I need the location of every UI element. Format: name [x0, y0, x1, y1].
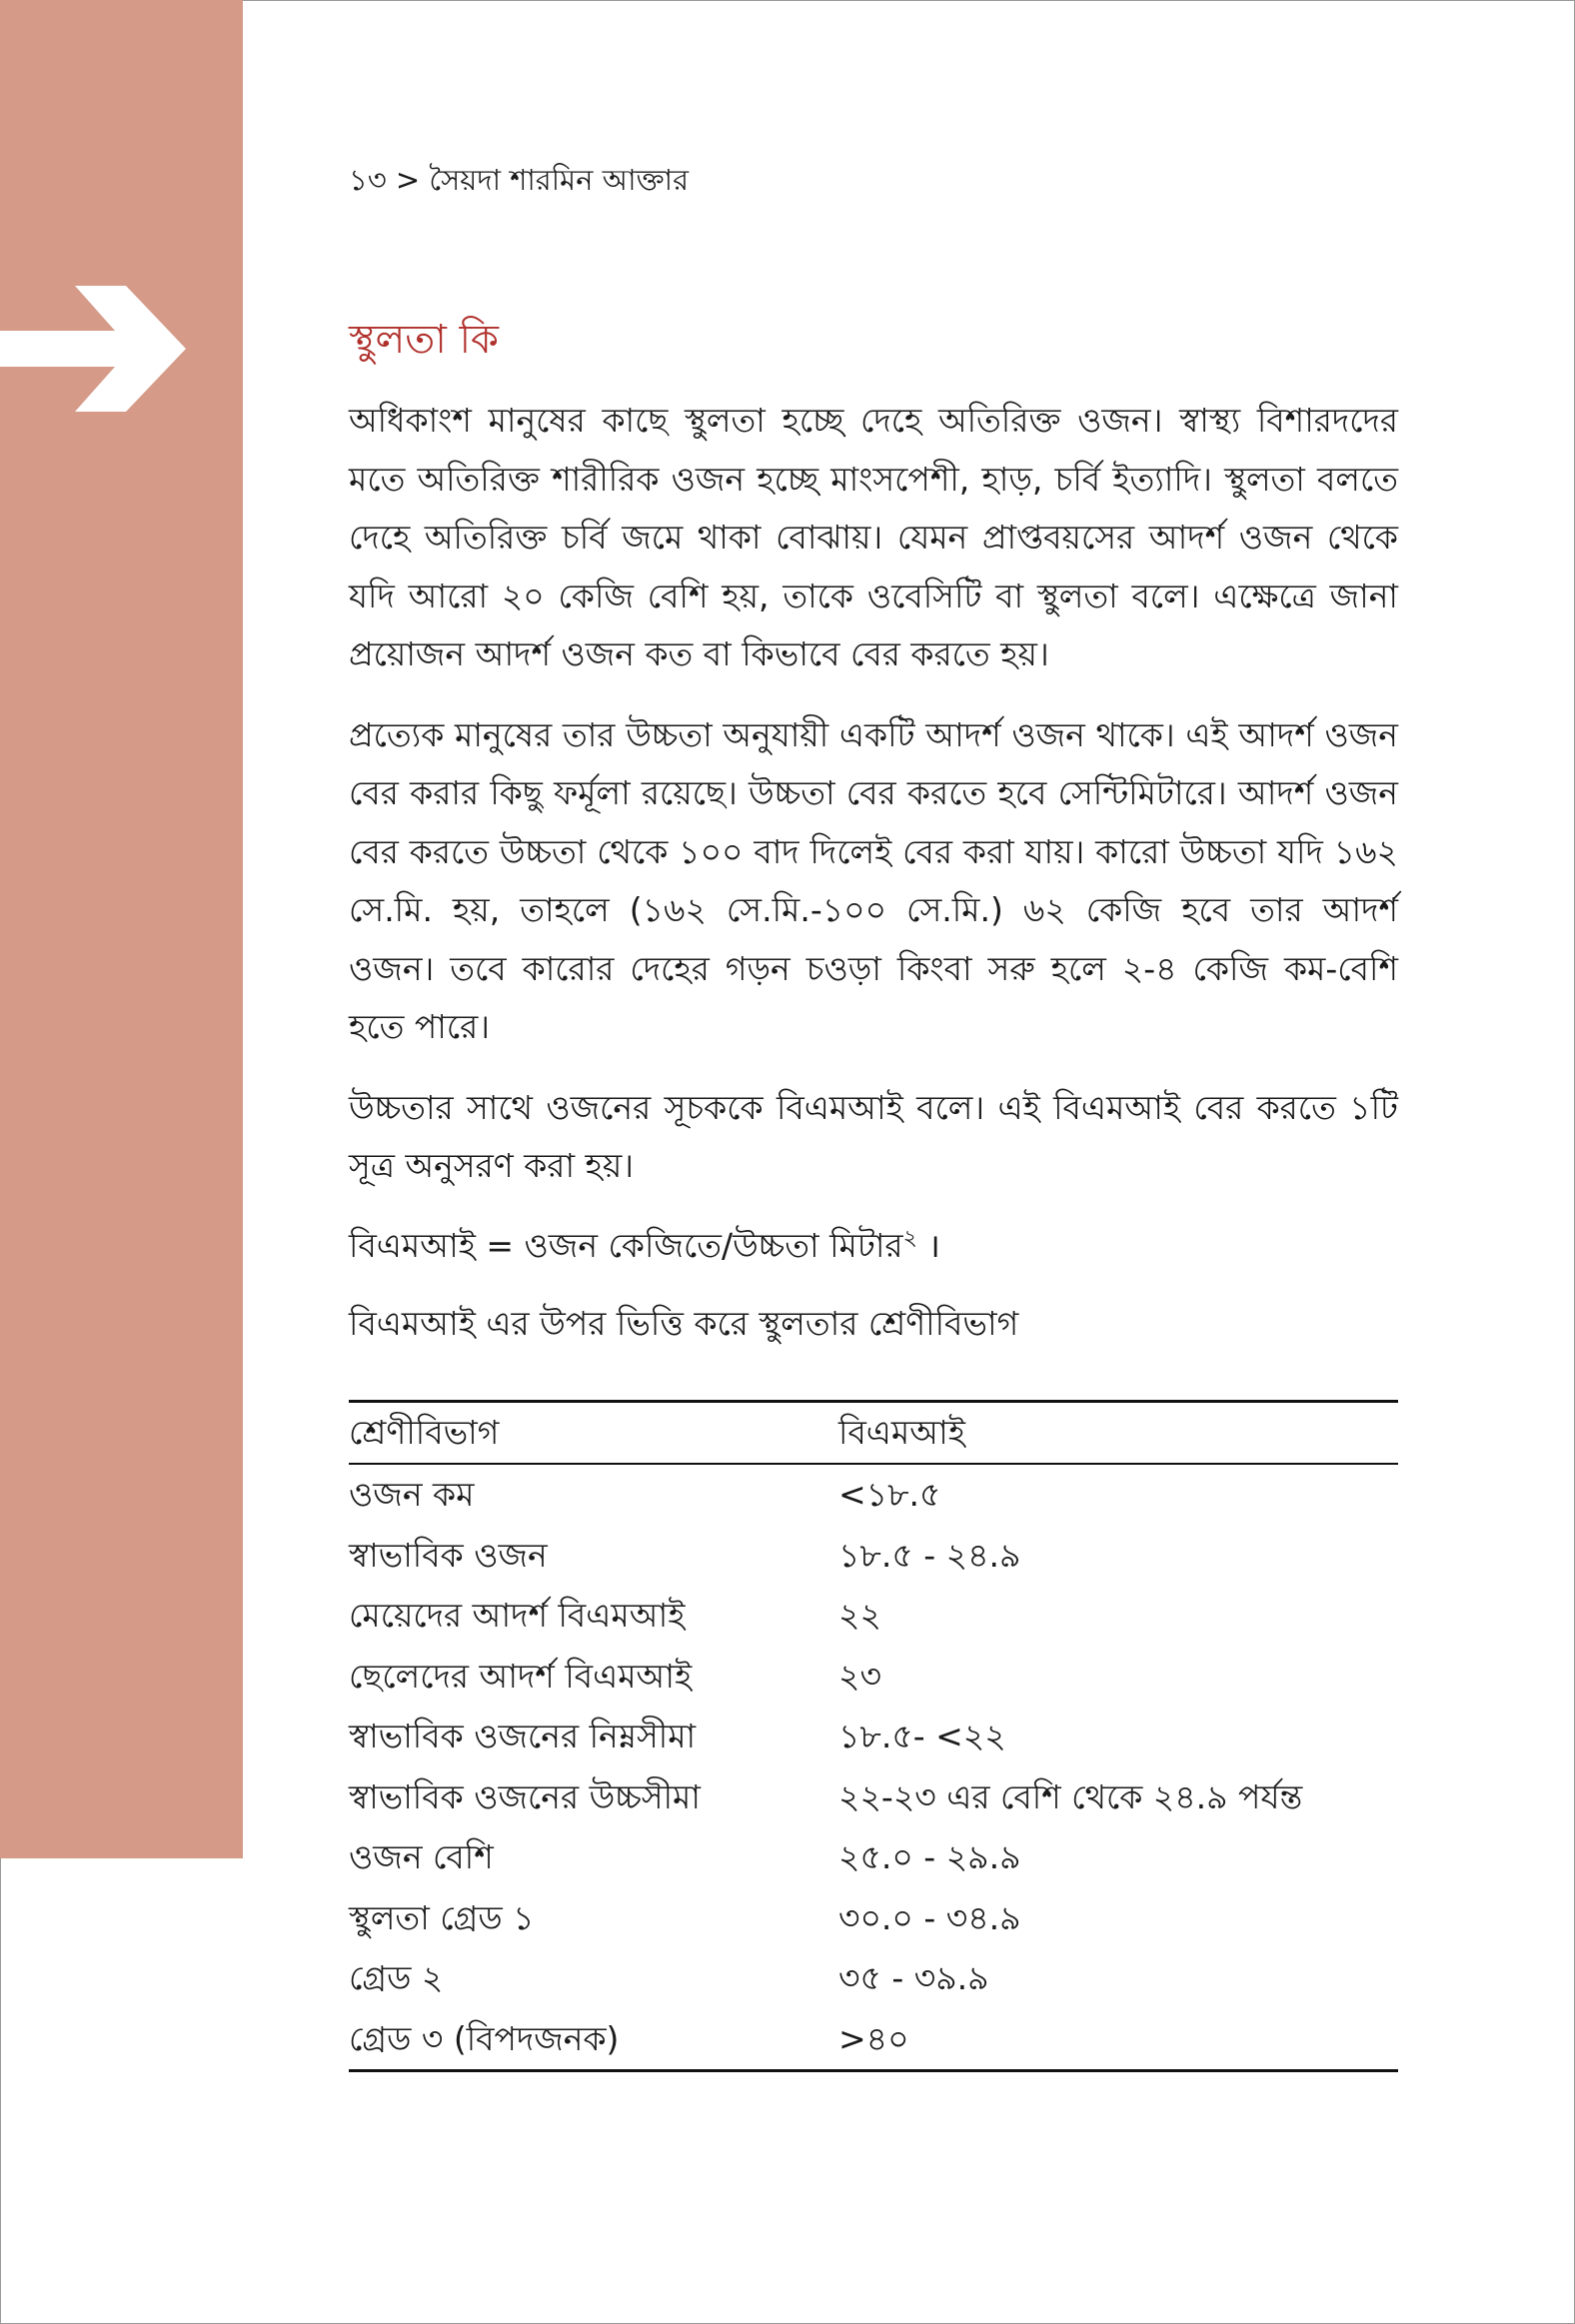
arrow-right-icon [0, 286, 190, 412]
table-cell-bmi: ২২-২৩ এর বেশি থেকে ২৪.৯ পর্যন্ত [838, 1776, 1303, 1816]
table-cell-bmi: ২৩ [838, 1656, 881, 1696]
bmi-formula [349, 1218, 1398, 1274]
bmi-formula-text: বিএমআই = ওজন কেজিতে/উচ্চতা মিটার [349, 1225, 903, 1265]
table-row [349, 1888, 1398, 1949]
table-header-row [349, 1401, 1398, 1464]
table-cell-bmi: ২৫.০ - ২৯.৯ [838, 1837, 1021, 1877]
table-cell-category: গ্রেড ৩ (বিপদজনক) [349, 2018, 620, 2058]
table-row [349, 1767, 1398, 1828]
bmi-formula-superscript: ২ [902, 1225, 917, 1251]
table-row [349, 1526, 1398, 1587]
section-heading: স্থুলতা কি [349, 317, 500, 363]
bmi-classification-table [349, 1400, 1398, 2073]
paragraph-obesity-definition: অধিকাংশ মানুষের কাছে স্থুলতা হচ্ছে দেহে অতিরিক্ত ওজন। স্বাস্থ্য বিশারদদের মতে অতিরিক্ত শারীরিক ওজন হচ্ছে মাংসপেশী, হাড়, চর্বি ইত্যাদি। স্থুলতা বলতে দেহে অতিরিক্ত চর্বি জমে থাকা বোঝায়। যেমন প্রাপ্তবয়সের আদর্শ ওজন থেকে যদি আরো ২০ কেজি বেশি হয়, তাকে ওবেসিটি বা স্থুলতা বলে। এক্ষেত্রে জানা প্রয়োজন আদর্শ ওজন কত বা কিভাবে বের করতে হয়। [349, 401, 1398, 673]
table-row [349, 1586, 1398, 1647]
table-cell-bmi: ৩৫ - ৩৯.৯ [838, 1958, 989, 1998]
table-cell-category: মেয়েদের আদর্শ বিএমআই [349, 1596, 686, 1636]
table-cell-bmi: >৪০ [838, 2018, 909, 2058]
table-header-bmi: বিএমআই [838, 1412, 965, 1452]
table-cell-category: স্বাভাবিক ওজনের নিম্নসীমা [349, 1717, 697, 1756]
table-header-category: শ্রেণীবিভাগ [349, 1412, 500, 1452]
table-cell-category: স্থুলতা গ্রেড ১ [349, 1897, 535, 1937]
table-cell-category: গ্রেড ২ [349, 1958, 444, 1998]
paragraph-ideal-weight: প্রত্যেক মানুষের তার উচ্চতা অনুযায়ী একটি আদর্শ ওজন থাকে। এই আদর্শ ওজন বের করার কিছু ফর্মূলা রয়েছে। উচ্চতা বের করতে হবে সেন্টিমিটারে। আদর্শ ওজন বের করতে উচ্চতা থেকে ১০০ বাদ দিলেই বের করা যায়। কারো উচ্চতা যদি ১৬২ সে.মি. হয়, তাহলে (১৬২ সে.মি.-১০০ সে.মি.) ৬২ কেজি হবে তার আদর্শ ওজন। তবে কারোর দেহের গড়ন চওড়া কিংবা সরু হলে ২-৪ কেজি কম-বেশি হতে পারে। [349, 714, 1398, 1046]
table-caption: বিএমআই এর উপর ভিত্তি করে স্থুলতার শ্রেণীবিভাগ [349, 1303, 1019, 1343]
table-cell-bmi: <১৮.৫ [838, 1475, 941, 1515]
table-cell-bmi: ১৮.৫- <২২ [838, 1717, 1006, 1756]
table-row [349, 1827, 1398, 1888]
table-row [349, 1948, 1398, 2009]
table-cell-category: স্বাভাবিক ওজন [349, 1535, 548, 1575]
paragraph-bmi-intro: উচ্চতার সাথে ওজনের সূচককে বিএমআই বলে। এই বিএমআই বের করতে ১টি সূত্র অনুসরণ করা হয়। [349, 1087, 1398, 1185]
table-cell-bmi: ২২ [838, 1596, 881, 1636]
table-cell-category: ছেলেদের আদর্শ বিএমআই [349, 1656, 693, 1696]
table-cell-category: ওজন বেশি [349, 1837, 494, 1877]
table-row [349, 2009, 1398, 2071]
table-row [349, 1707, 1398, 1767]
running-header: ১৩ > সৈয়দা শারমিন আক্তার [349, 163, 690, 197]
page-content [349, 310, 1398, 2072]
bmi-formula-end: । [927, 1225, 940, 1265]
side-color-band [0, 0, 243, 1858]
table-cell-bmi: ৩০.০ - ৩৪.৯ [838, 1897, 1021, 1937]
table-cell-bmi: ১৮.৫ - ২৪.৯ [838, 1535, 1021, 1575]
table-row [349, 1647, 1398, 1708]
table-cell-category: স্বাভাবিক ওজনের উচ্চসীমা [349, 1776, 701, 1816]
table-cell-category: ওজন কম [349, 1475, 475, 1515]
table-row [349, 1464, 1398, 1526]
